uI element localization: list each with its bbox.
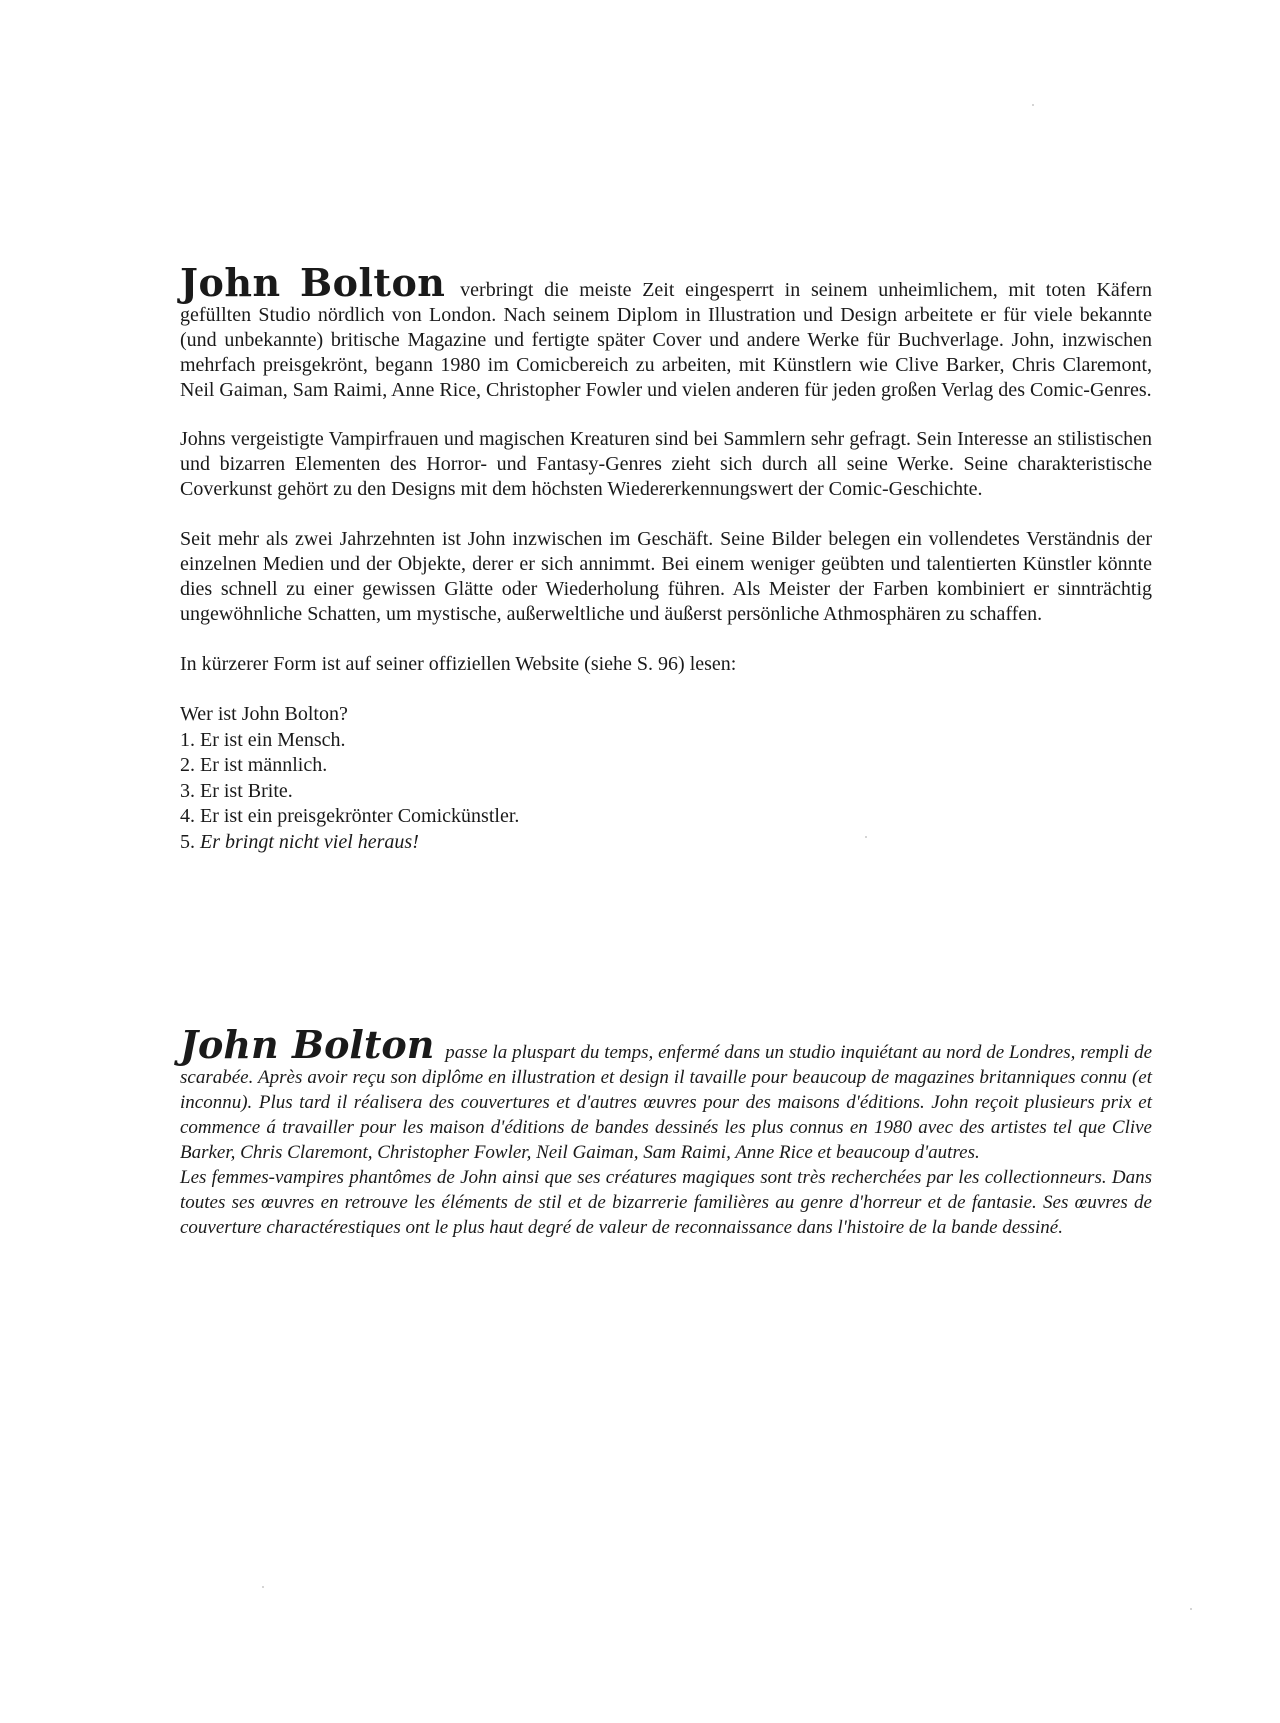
list-item-number: 4. (180, 805, 195, 827)
german-paragraph-2: Johns vergeistigte Vampirfrauen und magischen Kreaturen sind bei Sammlern sehr gefragt. Sein Interesse an stilistischen und bizarren Elementen des Horror- und Fantasy-Genres zieht sich durch all seine Werke. Seine charakteristische Coverkunst gehört zu den Designs mit dem höchsten Wiedererkennungswert der Comic-Geschichte. (180, 428, 1152, 500)
list-item (180, 753, 1152, 779)
paper-speck (1190, 1608, 1192, 1610)
german-biography (180, 260, 1152, 855)
list-item-text: Er ist ein Mensch. (200, 728, 346, 751)
list-item (180, 804, 1152, 830)
list-item-number: 5. (180, 830, 195, 853)
paper-speck (865, 836, 867, 838)
list-question: Wer ist John Bolton? (180, 703, 348, 725)
german-paragraph-3: Seit mehr als zwei Jahrzehnten ist John inzwischen im Geschäft. Seine Bilder belegen ein vollendetes Verständnis der einzelnen Medien und der Objekte, derer er sich annimmt. Bei einem weniger geübten und talentierten Künstler könnte dies schnell zu einer gewissen Glätte oder Wiederholung führen. Als Meister der Farben kombiniert er sinnträchtig ungewöhnliche Schatten, um mystische, außerweltliche und äußerst persönliche Athmosphären zu schaffen. (180, 528, 1152, 625)
list-item (180, 830, 1152, 856)
list-item-number: 1. (180, 728, 195, 751)
french-paragraph-1 (180, 1022, 1152, 1165)
list-item-text: Er ist ein preisgekrönter Comickünstler. (200, 805, 520, 827)
list-item-text: Er bringt nicht viel heraus! (200, 830, 419, 853)
french-biography (180, 1022, 1152, 1240)
list-item-text: Er ist Brite. (200, 779, 293, 802)
who-is-list (180, 702, 1152, 855)
paper-speck (262, 1586, 264, 1588)
author-name-german: John Bolton (180, 260, 446, 305)
list-item-text: Er ist männlich. (200, 754, 328, 776)
author-name-french: John Bolton (180, 1022, 435, 1067)
german-intro-paragraph (180, 260, 1152, 403)
french-paragraph-2: Les femmes-vampires phantômes de John ainsi que ses créatures magiques sont très recherchées par les collectionneurs. Dans toutes ses œuvres en retrouve les éléments de stil et de bizarrerie familières au genre d'horreur et de fantasie. Ses œuvres de couverture charactérestiques ont le plus haut degré de valeur de reconnaissance dans l'histoire de la bande dessiné. (180, 1167, 1152, 1238)
french-text-1: passe la pluspart du temps, enfermé dans un studio inquiétant au nord de Londres, rempli de scarabée. Après avoir reçu son diplôme en illustration et design il tavaille pour beaucoup de magazines britanniques connu (et inconnu). Plus tard il réalisera des couvertures et d'autres œuvres pour des maisons d'éditions. John reçoit plusieurs prix et commence á travailler pour les maison d'éditions de bandes dessinés les plus connus en 1980 avec des artistes tel que Clive Barker, Chris Claremont, Christopher Fowler, Neil Gaiman, Sam Raimi, Anne Rice et beaucoup d'autres. (180, 1042, 1152, 1163)
list-item-number: 2. (180, 754, 195, 776)
list-item (180, 779, 1152, 805)
list-item (180, 728, 1152, 754)
list-item-number: 3. (180, 779, 195, 802)
german-intro-text: verbringt die meiste Zeit eingesperrt in seinem unheimlichem, mit toten Käfern gefüllten Studio nördlich von London. Nach seinem Diplom in Illustration und Design arbeitete er für viele bekannte (und unbekannte) britische Magazine und fertigte später Cover und andere Werke für Buchverlage. John, inzwischen mehrfach preisgekrönt, begann 1980 im Comicbereich zu arbeiten, mit Künstlern wie Clive Barker, Chris Claremont, Neil Gaiman, Sam Raimi, Anne Rice, Christopher Fowler und vielen anderen für jeden großen Verlag des Comic-Genres. (180, 279, 1152, 401)
paper-speck (1032, 104, 1034, 106)
german-paragraph-4: In kürzerer Form ist auf seiner offiziellen Website (siehe S. 96) lesen: (180, 653, 737, 675)
